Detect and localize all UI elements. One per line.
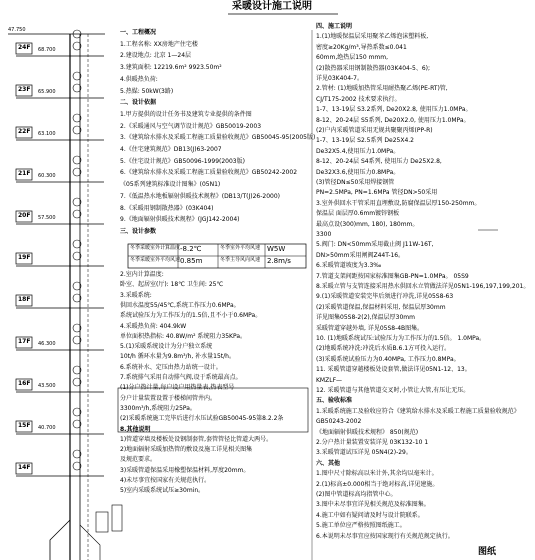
note-line: 详见03K404-7。 (316, 75, 364, 82)
floor-label: 18F (18, 296, 31, 303)
note-line: 4.施工中如有疑问请及时与设计院联系。 (316, 511, 424, 519)
note-line: 8.《采暖用钢制散热器》(03K404) (120, 204, 214, 212)
valve-symbol (73, 378, 81, 386)
table-cell: W5W (267, 245, 286, 253)
note-line: 5.《住宅设计规范》GB50096-1999(2003版) (120, 157, 245, 165)
note-line: 详见图集05S8-2(2),保温层厚30mm (316, 314, 415, 322)
section-heading: 四、施工说明 (316, 23, 353, 30)
section-heading: 8.其他说明 (120, 425, 151, 433)
floor-label: 16F (18, 380, 31, 387)
top-elevation-mark: 47.750 (8, 27, 26, 33)
floor-label: 21F (18, 170, 31, 177)
floor-elevation: 68.700 (38, 47, 56, 53)
note-line: GB50243-2002 (316, 418, 362, 426)
valve-symbol (73, 252, 81, 260)
note-line: 2.分户热计量装置安装详见 03K132-10 1 (316, 439, 429, 446)
note-line: 6.《建筑给水排水及采暖工程施工质量验收规范》GB50242-2002 (120, 169, 298, 177)
note-line: 2.管材: (1)地暖加热管采用耐热聚乙烯(PE-RT)管, (316, 85, 448, 93)
section-heading: 三、设计参数 (120, 227, 157, 235)
valve-symbol (73, 336, 81, 344)
page-title: 采暖设计施工说明 (232, 1, 312, 12)
note-line: 1-7、13-19层 S3.2系列, De20X2.8, 使用压力1.0MPa。 (316, 106, 472, 114)
valve-symbol (73, 420, 81, 428)
note-line: 3)采暖管道保温采用橡塑保温材料,厚度20mm。 (120, 466, 250, 474)
note-line: 2.(1)标高±0.000相当于绝对标高,详见建施。 (316, 480, 439, 488)
note-line: 卧室、起居室(厅): 18℃ 卫生间: 25℃ (120, 281, 224, 289)
floor-label: 19F (18, 254, 31, 261)
valve-symbol (73, 126, 81, 134)
note-line: 60mm,绝热层150 mmm, (316, 54, 389, 62)
note-line: (3)采暖系统试验压力为0.40MPa, 工作压力0.8MPa。 (316, 355, 460, 363)
valve-symbol (73, 168, 81, 176)
valve-symbol (73, 210, 81, 218)
note-line: 1.工程名称: XX房地产住宅楼 (120, 40, 198, 48)
note-line: 6.本说明未尽事宜应按国家现行有关规范规定执行。 (316, 532, 454, 540)
note-line: (1)分户热计量,每户设户用热量表,热表型号 (120, 384, 235, 392)
note-line: 5.热媒: 50kW(3路) (120, 87, 174, 95)
floor-label: 14F (18, 464, 31, 471)
valve-symbol (73, 408, 81, 416)
note-line: 7.《低温热水地板辐射供暖技术规程》(DB13/T(J)26-2000) (120, 192, 280, 200)
table-cell: -8.2℃ (180, 245, 202, 253)
note-line: PN=2.5MPa, PN=1.6MPa 管径DN>50采用 (316, 189, 438, 197)
note-line: 4)未尽事宜按国家有关规范执行。 (120, 477, 211, 484)
riser-floor-lines (0, 0, 120, 560)
note-line: 1.图中尺寸除标高以米计外,其余均以毫米计。 (316, 470, 438, 478)
note-line: KMZLF— (316, 376, 343, 384)
note-line: 2.《采暖通风与空气调节设计规范》GB50019-2003 (120, 122, 262, 130)
note-line: 1)管道穿墙及楼板处设钢制套管,套管管径比管道大两号。 (120, 435, 273, 443)
note-line: 5.(1)采暖系统设计为分户独立系统 (120, 343, 213, 351)
section-heading: 五、验收标准 (316, 397, 353, 405)
floor-elevation: 57.500 (38, 215, 56, 221)
note-line: 《地面辐射供暖技术规程》 850(规范) (316, 428, 419, 436)
note-line: De32X5.4,使用压力1.0MPa。 (316, 147, 400, 155)
note-line: 6.采暖管道坡度为3.3‰ (316, 262, 382, 270)
section-heading: 二、设计依据 (120, 99, 157, 107)
valve-symbol (73, 282, 81, 290)
table-cell: 冬季主导风向风速 (220, 257, 261, 263)
note-line: (3)管径DN≤50采用焊接钢管 (316, 179, 395, 186)
note-line: 3300m³/h,系统阻力25Pa。 (120, 404, 196, 412)
note-line: 5)室内采暖系统试压≥30min。 (120, 487, 205, 495)
note-line: 2.室内计算温度: (120, 271, 164, 278)
valve-symbol (73, 114, 81, 122)
floor-label: 15F (18, 422, 31, 429)
valve-symbol (73, 324, 81, 332)
note-line: 11. 采暖管道穿越楼板处设套管,做法详见05N1-12、13。 (316, 366, 471, 374)
note-line: 8.采暖立管与支管连接采用热水供回水立管做法详见05N1-196,197,199,201。 (316, 283, 530, 290)
section-heading: 六、其他 (316, 459, 341, 467)
note-line: (2)散热器采用钢制散热器(03K404-5、6); (316, 64, 431, 72)
floor-elevation: 40.700 (38, 425, 56, 431)
note-line: 单位面积热指标: 40.8W/m² 系统阻力35KPa。 (120, 332, 246, 340)
table-cell: 冬季采暖室外平均风速 (130, 257, 181, 263)
note-line: 3.采暖系统: (120, 291, 152, 299)
valve-symbol (73, 30, 81, 38)
note-line: (2)图中管道标高均指管中心。 (316, 491, 397, 498)
note-line: 1.(1)地暖保温层采用聚苯乙烯泡沫塑料板, (316, 33, 429, 41)
note-line: (2)采暖系统施工完毕后进行水压试验GB50045-95第8.2.2条 (120, 415, 284, 423)
valve-symbol (73, 156, 81, 164)
note-line: 3.《建筑给水排水及采暖工程施工质量验收规范》GB50045-95(2005版) (120, 134, 316, 142)
valve-symbol (73, 294, 81, 302)
note-line: 3.建筑面积: 12219.6m² 9923.50m² (120, 64, 222, 72)
note-line: 3.图中未尽事宜详见相关规范及标准图集。 (316, 501, 430, 509)
floor-elevation: 46.300 (38, 341, 56, 347)
floor-label: 24F (18, 44, 31, 51)
note-line: 4.供暖热负荷: (120, 75, 158, 83)
note-line: 7.系统排气采用自动排气阀,设于系统最高点。 (120, 374, 242, 381)
floor-elevation: 60.300 (38, 173, 56, 179)
note-line: 1.甲方提供的设计任务书及建筑专业提供的条件图 (120, 110, 252, 118)
table-cell: 冬季室外平均风速 (220, 245, 261, 251)
floor-elevation: 43.500 (38, 383, 56, 389)
note-line: 4.采暖热负荷: 404.9kW (120, 322, 187, 330)
valve-symbol (73, 240, 81, 248)
note-line: 8-12、20-24层 S4系列, 使用压力 De25X2.8, (316, 158, 442, 166)
note-line: (2)地暖系统冲洗:冲洗后水质B.6.1方可投入运行。 (316, 345, 451, 353)
note-line: 9.《地面辐射供暖技术规程》(JGJ142-2004) (120, 216, 240, 224)
valve-symbol (73, 450, 81, 458)
section-heading: 一、工程概况 (120, 29, 157, 36)
valve-symbol (73, 42, 81, 50)
note-line: 7.管道支架间距按国家标准图集GB-PN=1.0MPa。 05S9 (316, 272, 469, 280)
note-line: 密度≥20Kg/m³,导热系数≤0.041 (316, 43, 407, 51)
valve-symbol (73, 462, 81, 470)
note-line: 12. 采暖管道与其他管道交叉时,小管让大管,有压让无压。 (316, 387, 470, 394)
note-line: 6.系统补水、定压由热力站统一设计。 (120, 363, 222, 371)
floor-label: 17F (18, 338, 31, 345)
note-line: 系统试验压力为工作压力的1.5倍,且不小于0.6MPa。 (120, 312, 262, 320)
table-cell: 2.8m/s (267, 257, 291, 265)
note-line: CJ/T175-2002 技术要求执行。 (316, 95, 401, 103)
valve-symbol (73, 72, 81, 80)
note-line: 供回水温度55/45℃,系统工作压力0.6MPa。 (120, 301, 240, 309)
note-line: 10. (1)地暖系统试压:试验压力为工作压力的1.5倍。 1.0MPa。 (316, 335, 486, 342)
note-line: 5.施工单位应严格按照图纸施工。 (316, 522, 406, 530)
note-line: 3300 (316, 231, 332, 238)
note-line: De32X3.6,使用压力0.8MPa。 (316, 168, 400, 176)
title-block-label: 图纸 (478, 547, 497, 557)
valve-symbol (73, 84, 81, 92)
floor-elevation: 65.900 (38, 89, 56, 95)
note-line: 4.《住宅建筑规范》DB13(J)63-2007 (120, 146, 222, 153)
note-line: 3.采暖管道试压详见 05N4(2)-29。 (316, 449, 412, 457)
note-line: DN>50mm采用闸阀Z44T-16。 (316, 251, 405, 259)
note-line: 5.阀门: DN<50mm采用截止阀 J11W-16T, (316, 241, 434, 249)
note-line: 8-12、20-24层 S5系列, De20X2.0, 使用压力1.0MPa。 (316, 116, 470, 124)
note-line: 9.(1)采暖管道安装完毕后须进行冲洗,详见05S8-63 (316, 293, 454, 301)
note-line: 2.建设地点: 北京 1—24层 (120, 52, 192, 60)
note-line: 《05系列建筑标准设计图集》(05N1) (120, 181, 221, 189)
note-line: 2)地面辐射采暖加热管的敷设及施工详见相关图集 (120, 446, 253, 454)
floor-label: 23F (18, 86, 31, 93)
note-line: 1.采暖系统施工及验收应符合《建筑给水排水及采暖工程施工质量验收规范》 (316, 407, 520, 415)
table-cell: 0.85m (180, 257, 203, 265)
note-line: 3.室外供回水干管采用直埋敷设,防腐保温层厚150-250mm。 (316, 199, 481, 207)
valve-symbol (73, 198, 81, 206)
note-line: (2)采暖管道保温,保温材料采用, 保温层厚30mm (316, 303, 446, 311)
note-line: 采暖管道穿越外墙, 详见05S8-4B图集。 (316, 324, 424, 332)
note-line: 最高点设(300)mm, 180), 180mm。 (316, 220, 419, 228)
note-line: 及规范要求。 (120, 456, 157, 464)
floor-label: 22F (18, 128, 31, 135)
floor-label: 20F (18, 212, 31, 219)
note-line: (2)户内采暖管道采用无规共聚聚丙烯(PP-R) (316, 127, 433, 134)
note-line: 10t/h 循环水量为9.8m³/h, 补水量15t/h。 (120, 353, 235, 361)
table-cell: 冬季采暖室外计算温度 (130, 245, 181, 251)
note-line: 保温层 面层厚0.6mm镀锌钢板 (316, 210, 400, 218)
valve-symbol (73, 366, 81, 374)
floor-elevation: 63.100 (38, 131, 56, 137)
note-line: 分户计量装置设置于楼梯间管井内。 (120, 394, 217, 402)
note-line: 1-7、13-19层 S2.5系列 De25X4.2 (316, 137, 414, 145)
